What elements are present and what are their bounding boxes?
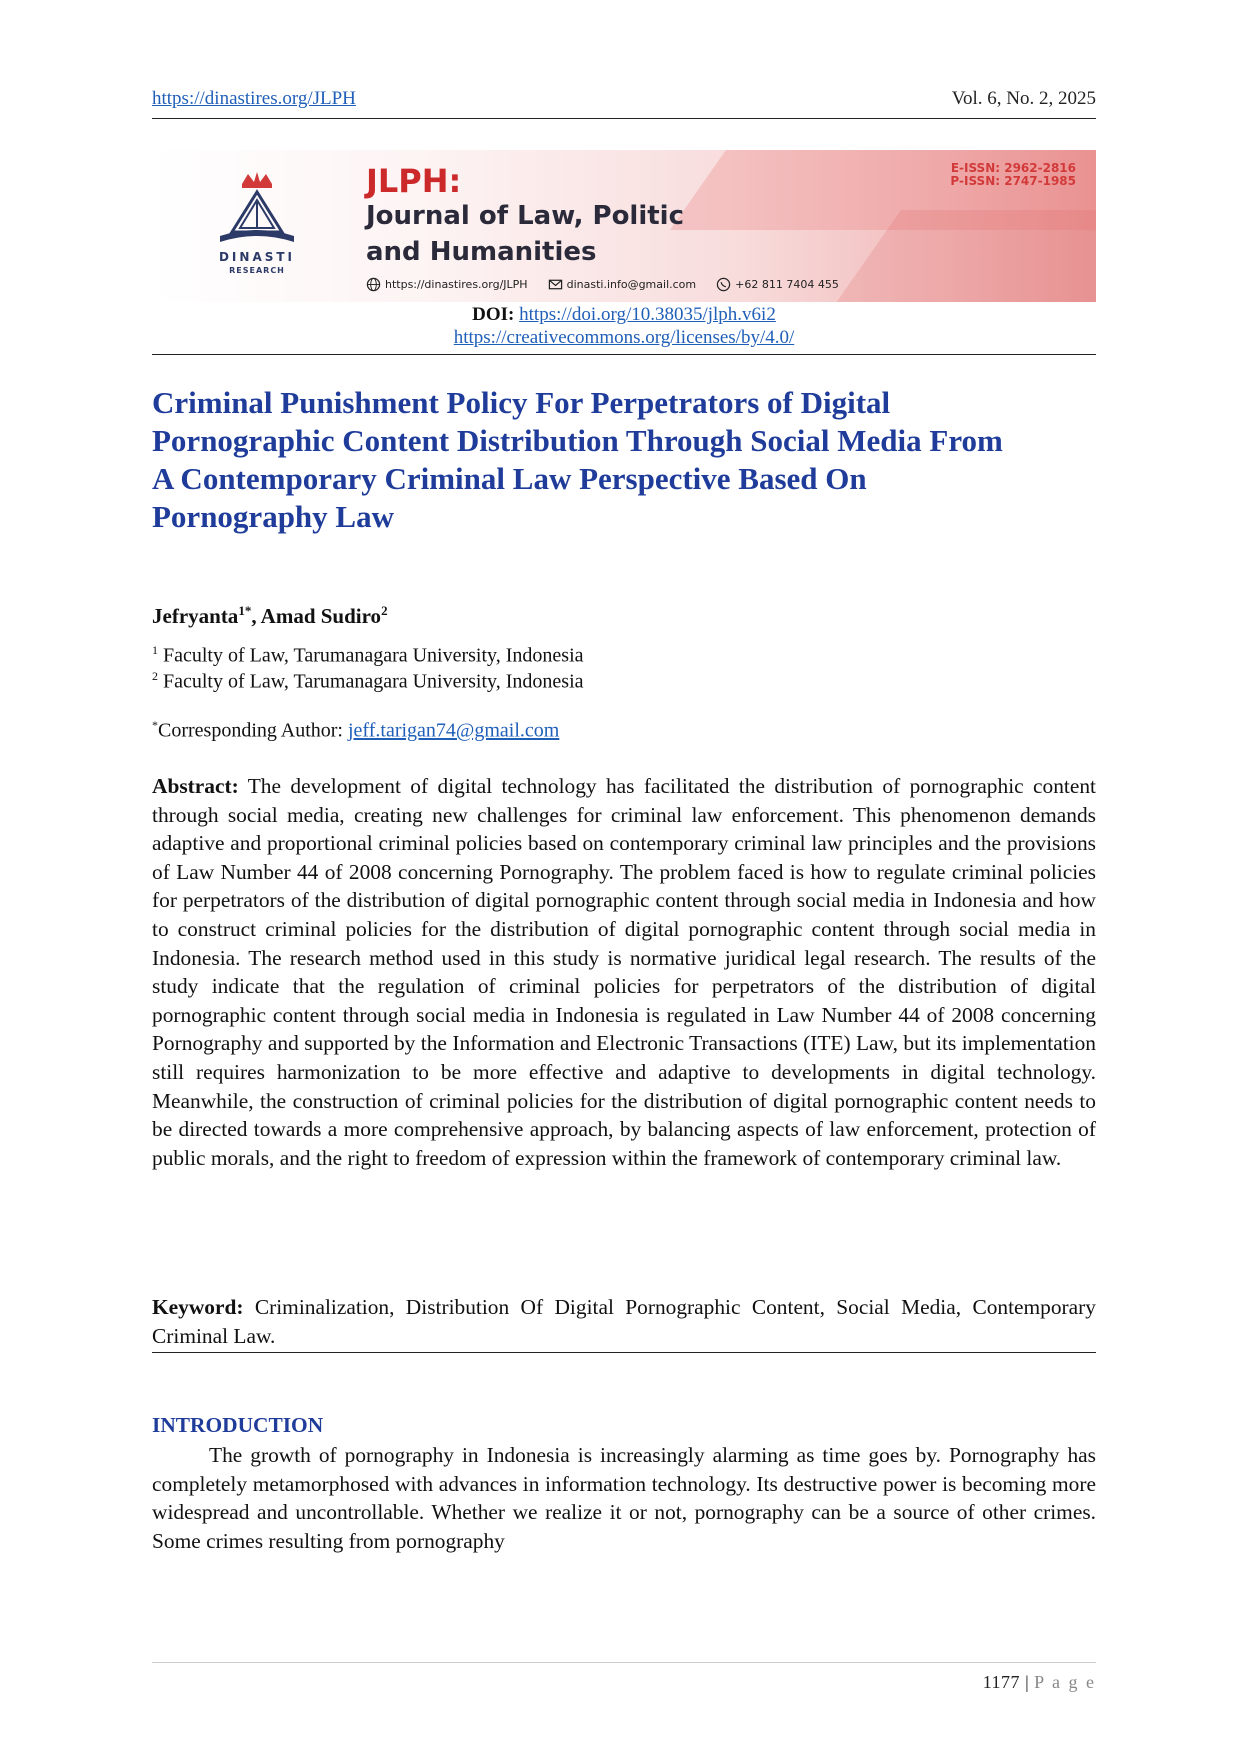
- divider: [152, 354, 1096, 355]
- contact-website: [366, 277, 528, 292]
- journal-abbreviation: JLPH:: [366, 162, 462, 200]
- journal-url-link[interactable]: https://dinastires.org/JLPH: [152, 88, 356, 109]
- doi-line: [152, 304, 1096, 326]
- email-text: dinasti.info@gmail.com: [566, 278, 697, 291]
- affiliation-text: Faculty of Law, Tarumanagara University, Indonesia: [158, 670, 584, 693]
- abstract-label: Abstract:: [152, 774, 239, 798]
- volume-info: Vol. 6, No. 2, 2025: [951, 88, 1096, 109]
- title-line: Pornographic Content Distribution Through Social Media From: [152, 423, 1003, 458]
- page-number-value: 1177: [982, 1672, 1021, 1692]
- publisher-logo: [202, 170, 312, 288]
- contact-email: [548, 277, 697, 292]
- journal-banner: [152, 150, 1096, 302]
- corr-email-link[interactable]: jeff.tarigan74@gmail.com: [348, 719, 560, 742]
- keyword-text: Criminalization, Distribution Of Digital Pornographic Content, Social Media, Contemporary Criminal Law.: [152, 1295, 1096, 1348]
- divider: [152, 1352, 1096, 1353]
- author-name: Jefryanta: [152, 604, 239, 628]
- abstract: [152, 772, 1096, 1172]
- footer-divider: [152, 1662, 1096, 1663]
- affiliation-text: Faculty of Law, Tarumanagara University, Indonesia: [158, 644, 584, 667]
- eissn: E-ISSN: 2962-2816: [950, 161, 1076, 175]
- license-line: [152, 327, 1096, 349]
- phone-text: +62 811 7404 455: [735, 278, 839, 291]
- author-list: [152, 603, 388, 629]
- affiliation-num: 2: [152, 669, 158, 683]
- journal-name: [366, 198, 786, 270]
- title-line: Pornography Law: [152, 499, 394, 534]
- license-link[interactable]: https://creativecommons.org/licenses/by/4.0/: [453, 327, 795, 348]
- running-header: [152, 88, 1096, 119]
- title-line: Criminal Punishment Policy For Perpetrators of Digital: [152, 385, 891, 420]
- contact-row: [366, 277, 839, 292]
- affiliation-num: 1: [152, 643, 158, 657]
- journal-name-line: Journal of Law, Politic: [366, 201, 685, 231]
- author-sup: 1*: [238, 603, 252, 618]
- article-title: [152, 384, 1102, 536]
- doi-link[interactable]: https://doi.org/10.38035/jlph.v6i2: [519, 304, 776, 325]
- affiliation-2: [152, 663, 584, 695]
- author-separator: ,: [251, 604, 261, 628]
- contact-phone: [716, 277, 839, 292]
- corresponding-author: [152, 718, 559, 743]
- pissn: P-ISSN: 2747-1985: [950, 174, 1076, 188]
- doi-label: DOI:: [472, 304, 515, 325]
- introduction-paragraph: The growth of pornography in Indonesia is increasingly alarming as time goes by. Pornography has completely metamorphosed with advances in information technology. Its destructive power is becoming more widespread and uncontrollable. Whether we realize it or not, pornography can be a source of other crimes. Some crimes resulting from pornography: [152, 1443, 1096, 1553]
- website-text: https://dinastires.org/JLPH: [385, 278, 528, 291]
- keywords: [152, 1293, 1096, 1350]
- author-name: Amad Sudiro: [260, 604, 382, 628]
- section-heading: INTRODUCTION: [152, 1413, 324, 1437]
- issn-block: [950, 162, 1076, 188]
- title-line: A Contemporary Criminal Law Perspective Based On: [152, 461, 867, 496]
- publisher-name: DINASTI: [218, 250, 296, 264]
- corr-star: *: [152, 718, 158, 732]
- page-label: P a g e: [1034, 1672, 1096, 1692]
- page-number: [983, 1672, 1096, 1693]
- corr-label: Corresponding Author:: [158, 719, 348, 742]
- publisher-subname: RESEARCH: [229, 266, 285, 275]
- whatsapp-icon: [716, 277, 731, 292]
- keyword-label: Keyword:: [152, 1295, 244, 1319]
- globe-icon: [366, 277, 381, 292]
- journal-name-line: and Humanities: [366, 237, 597, 267]
- author-sup: 2: [381, 603, 388, 618]
- mail-icon: [548, 277, 563, 292]
- abstract-text: The development of digital technology has facilitated the distribution of pornographic content through social media, creating new challenges for criminal law enforcement. This phenomenon demands adaptive and proportional criminal policies based on contemporary criminal law principles and the provisions of Law Number 44 of 2008 concerning Pornography. The problem faced is how to regulate criminal policies for perpetrators of the distribution of digital pornographic content through social media in Indonesia and how to construct criminal policies for the distribution of digital pornographic content through social media in Indonesia. The research method used in this study is normative juridical legal research. The results of the study indicate that the regulation of criminal policies for perpetrators of the distribution of digital pornographic content through social media in Indonesia is regulated in Law Number 44 of 2008 concerning Pornography and supported by the Information and Electronic Transactions (ITE) Law, but its implementation still requires harmonization to be more effective and adaptive to developments in digital technology. Meanwhile, the construction of criminal policies for the distribution of digital pornographic content needs to be directed towards a more comprehensive approach, by balancing aspects of law enforcement, protection of public morals, and the right to freedom of expression within the framework of contemporary criminal law.: [152, 774, 1096, 1170]
- crown-book-icon: [202, 170, 312, 250]
- page-separator: |: [1020, 1672, 1035, 1692]
